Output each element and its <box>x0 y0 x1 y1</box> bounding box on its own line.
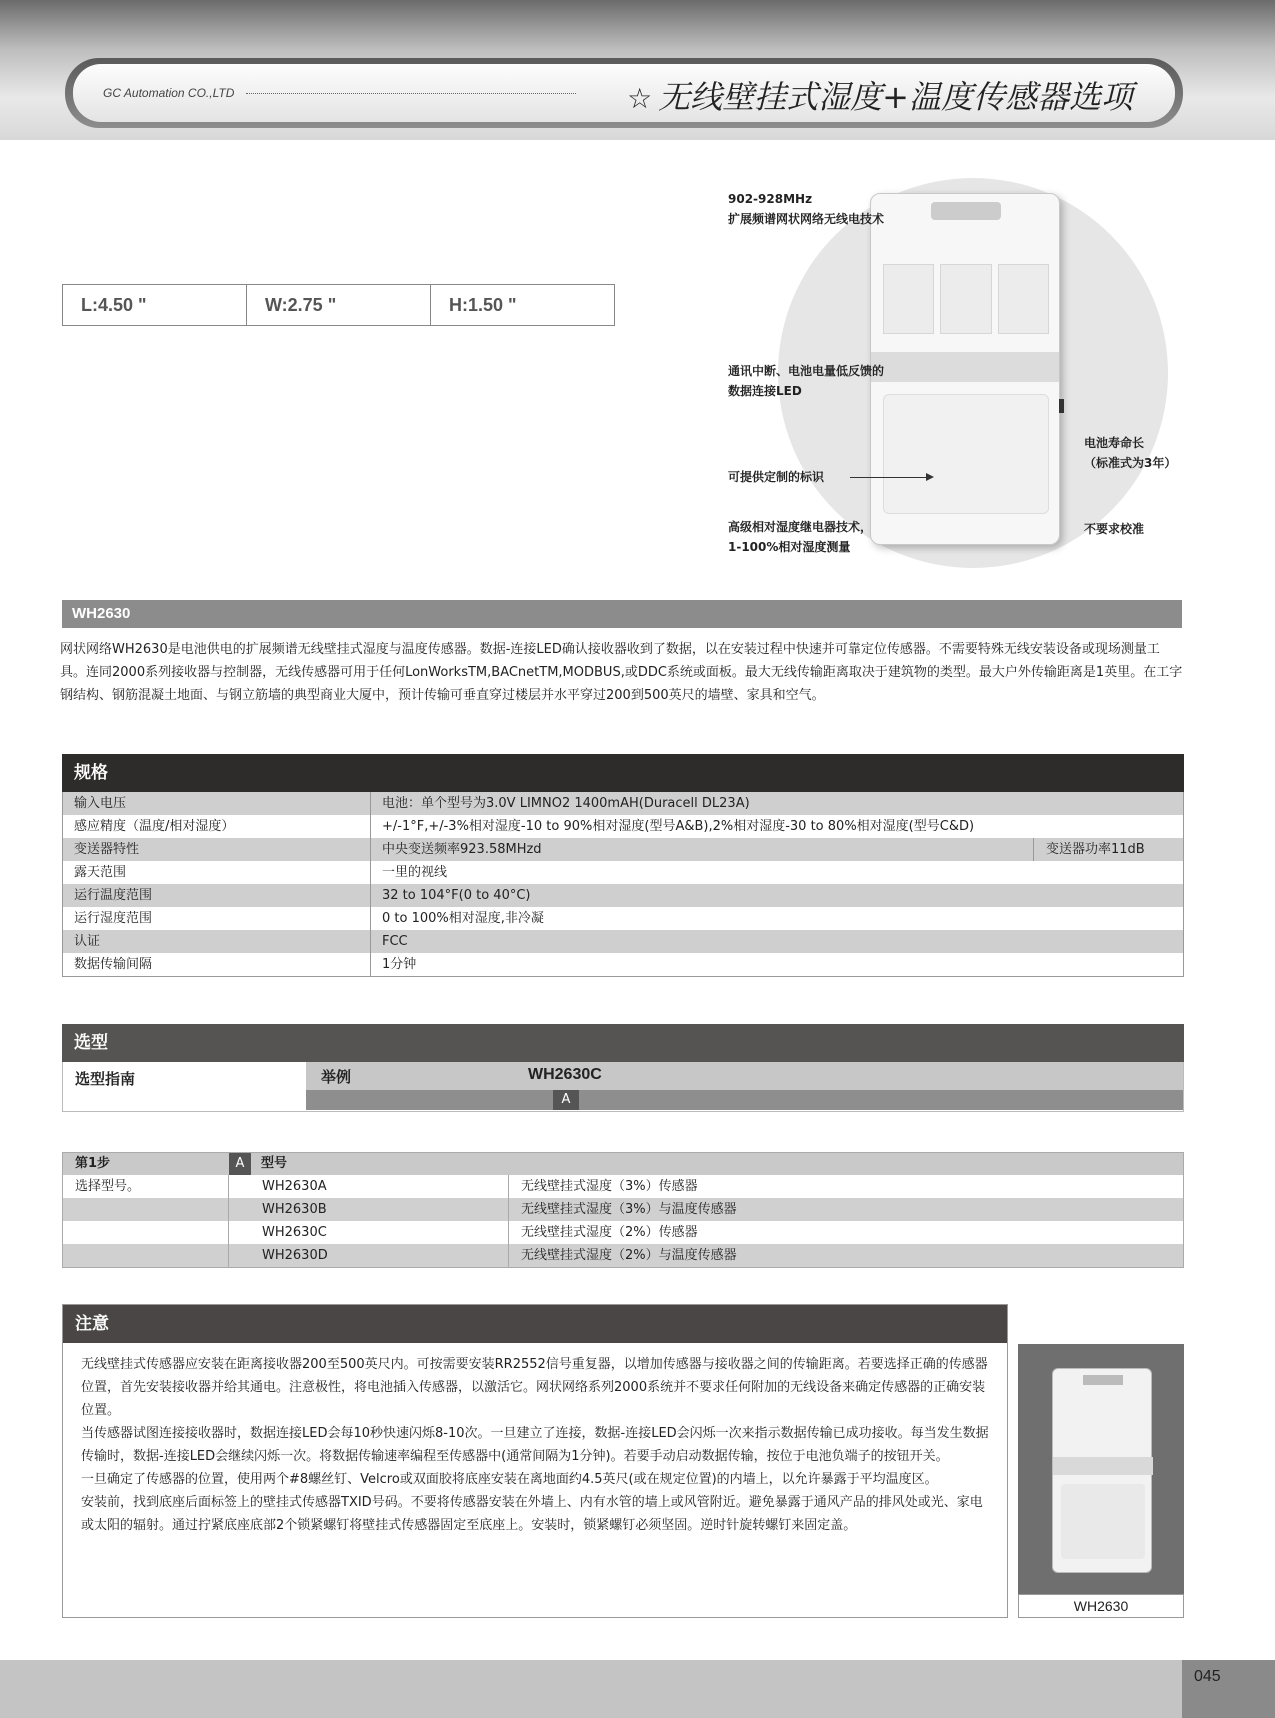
note-paragraph: 一旦确定了传感器的位置，使用两个#8螺丝钉、Velcro或双面胶将底座安装在离地面约4.5英尺(或在规定位置)的内墙上，以允许暴露于平均温度区。 <box>81 1472 938 1487</box>
antenna-slot <box>931 202 1001 220</box>
callout-custom-logo: 可提供定制的标识 <box>728 470 825 484</box>
table-row <box>63 1198 1183 1221</box>
footer-bar <box>0 1660 1275 1718</box>
note-section <box>62 1304 1008 1618</box>
selection-heading: 选型 <box>62 1024 1184 1062</box>
spec-key: 数据传输间隔 <box>63 953 371 976</box>
star-icon: ☆ <box>627 82 653 115</box>
spec-value: 32 to 104°F(0 to 40°C) <box>382 888 531 903</box>
note-paragraph: 当传感器试图连接接收器时，数据连接LED会每10秒快速闪烁8-10次。一旦建立了连接，数据-连接LED会闪烁一次来指示数据传输已成功接收。每当发生数据传输时，数据-连接LED会继续闪烁一次。将数据传输速率编程至传感器中(通常间隔为1分钟)。若要手动启动数据传输，按位于电池负端子的按钮开关。 <box>81 1426 989 1464</box>
step-option-marker: A <box>229 1153 251 1175</box>
selection-guide-grid <box>62 1062 1184 1112</box>
spec-row <box>62 838 1184 861</box>
device-label-panel <box>883 394 1049 514</box>
model-code: WH2630C <box>229 1221 509 1244</box>
spec-value: 1分钟 <box>382 957 417 972</box>
example-value: WH2630C <box>528 1066 602 1083</box>
spec-key: 变送器特性 <box>63 838 371 861</box>
dimension-length: L:4.50 " <box>63 285 247 325</box>
model-code: WH2630D <box>229 1244 509 1267</box>
dimension-width: W:2.75 " <box>247 285 431 325</box>
dimensions-box <box>62 284 615 326</box>
selection-section <box>62 1024 1184 1112</box>
step-instruction <box>63 1221 229 1244</box>
spec-value: 一里的视线 <box>382 865 448 880</box>
spec-row <box>62 907 1184 930</box>
option-a-marker: A <box>553 1090 579 1110</box>
callout-battery-2: （标准式为3年） <box>1084 456 1177 470</box>
selection-guide-label: 选型指南 <box>75 1070 136 1088</box>
step-instruction: 选择型号。 <box>63 1175 229 1198</box>
spec-rows <box>62 792 1184 977</box>
table-row <box>63 1175 1183 1198</box>
step-table <box>62 1152 1184 1268</box>
thumbnail-device <box>1052 1368 1152 1573</box>
model-description: 无线壁挂式湿度（2%）传感器 <box>521 1225 698 1240</box>
device-band <box>871 352 1059 382</box>
table-row <box>63 1244 1183 1267</box>
spec-heading: 规格 <box>62 754 1184 792</box>
step-label: 第1步 <box>75 1156 111 1171</box>
table-row <box>63 1221 1183 1244</box>
step-rows <box>63 1175 1183 1267</box>
data-link-led-icon <box>1059 399 1064 413</box>
note-body <box>63 1343 1007 1537</box>
thumbnail-image <box>1018 1344 1184 1594</box>
callout-no-calibration: 不要求校准 <box>1084 522 1145 536</box>
note-heading: 注意 <box>63 1305 1007 1343</box>
arrow-icon <box>850 477 932 478</box>
header-banner <box>73 64 1175 122</box>
spec-value: 0 to 100%相对湿度,非冷凝 <box>382 911 544 926</box>
page-title <box>627 72 1133 118</box>
step-instruction <box>63 1198 229 1221</box>
callout-led-2: 数据连接LED <box>728 384 802 398</box>
step-header <box>63 1153 1183 1175</box>
page-number: 045 <box>1182 1660 1275 1718</box>
spec-row <box>62 930 1184 953</box>
callout-led-1: 通讯中断、电池电量低反馈的 <box>728 364 885 378</box>
callout-rh-tech-1: 高级相对湿度继电器技术， <box>728 520 873 534</box>
option-bar <box>306 1090 1183 1110</box>
step-model-label: 型号 <box>261 1156 288 1171</box>
dimension-height: H:1.50 " <box>449 294 517 315</box>
company-name: GC Automation CO.,LTD <box>103 86 235 100</box>
spec-value: FCC <box>382 934 408 949</box>
callout-rh-tech-2: 1-100%相对湿度测量 <box>728 540 851 554</box>
callout-battery-1: 电池寿命长 <box>1084 436 1145 450</box>
note-paragraph: 安装前，找到底座后面标签上的壁挂式传感器TXID号码。不要将传感器安装在外墙上、内有水管的墙上或风管附近。避免暴露于通风产品的排风处或光、家电或太阳的辐射。通过拧紧底座底部2个锁紧螺钉将壁挂式传感器固定至底座上。安装时，锁紧螺钉必须坚固。逆时针旋转螺钉来固定盖。 <box>81 1495 983 1533</box>
spec-value: 中央变送频率923.58MHzd <box>382 842 542 857</box>
spec-table <box>62 754 1184 977</box>
page-title-text: 无线壁挂式湿度+温度传感器选项 <box>658 78 1133 116</box>
spec-row <box>62 953 1184 976</box>
spec-key: 输入电压 <box>63 792 371 815</box>
product-thumbnail <box>1018 1344 1184 1618</box>
callout-mesh-radio: 扩展频谱网状网络无线电技术 <box>728 212 885 226</box>
model-description: 网状网络WH2630是电池供电的扩展频谱无线壁挂式湿度与温度传感器。数据-连接LED确认接收器收到了数据，以在安装过程中快速并可靠定位传感器。不需要特殊无线安装设备或现场测量工具。连同2000系列接收器与控制器，无线传感器可用于任何LonWorksTM,BACnetTM,MODBUS,或DDC系统或面板。最大无线传输距离取决于建筑物的类型。最大户外传输距离是1英里。在工字钢结构、钢筋混凝土地面、与钢立筋墙的典型商业大厦中，预计传输可垂直穿过楼层并水平穿过200到500英尺的墙壁、家具和空气。 <box>60 642 1183 703</box>
spec-row <box>62 815 1184 838</box>
spec-key: 运行温度范围 <box>63 884 371 907</box>
model-description: 无线壁挂式湿度（3%）传感器 <box>521 1179 698 1194</box>
note-paragraph: 无线壁挂式传感器应安装在距离接收器200至500英尺内。可按需要安装RR2552信号重复器，以增加传感器与接收器之间的传输距离。若要选择正确的传感器位置，首先安装接收器并给其通电。注意极性，将电池插入传感器，以激活它。网状网络系列2000系统并不要求任何附加的无线设备来确定传感器的正确安装位置。 <box>81 1357 988 1418</box>
spec-key: 认证 <box>63 930 371 953</box>
model-code: WH2630A <box>229 1175 509 1198</box>
step-instruction <box>63 1244 229 1267</box>
spec-row <box>62 884 1184 907</box>
spec-value: +/-1°F,+/-3%相对湿度-10 to 90%相对湿度(型号A&B),2%相对湿度-30 to 80%相对湿度(型号C&D) <box>382 819 975 834</box>
spec-key: 运行湿度范围 <box>63 907 371 930</box>
callout-frequency: 902-928MHz <box>728 192 813 206</box>
spec-key: 感应精度（温度/相对湿度） <box>63 815 371 838</box>
example-label: 举例 <box>321 1068 352 1086</box>
model-description: 无线壁挂式湿度（3%）与温度传感器 <box>521 1202 737 1217</box>
device-top-panel <box>883 264 1049 334</box>
thumbnail-caption: WH2630 <box>1018 1594 1184 1618</box>
model-description: 无线壁挂式湿度（2%）与温度传感器 <box>521 1248 737 1263</box>
sensor-device-image <box>870 193 1060 545</box>
spec-value: 电池：单个型号为3.0V LIMNO2 1400mAH(Duracell DL23A) <box>382 796 750 811</box>
product-figure <box>720 175 1180 575</box>
model-heading: WH2630 <box>62 600 1182 628</box>
spec-key: 露天范围 <box>63 861 371 884</box>
spec-row <box>62 792 1184 815</box>
spec-extra: 变送器功率11dB <box>1033 838 1183 861</box>
model-code: WH2630B <box>229 1198 509 1221</box>
dotted-leader <box>246 93 576 94</box>
spec-row <box>62 861 1184 884</box>
example-bar <box>306 1062 1183 1090</box>
